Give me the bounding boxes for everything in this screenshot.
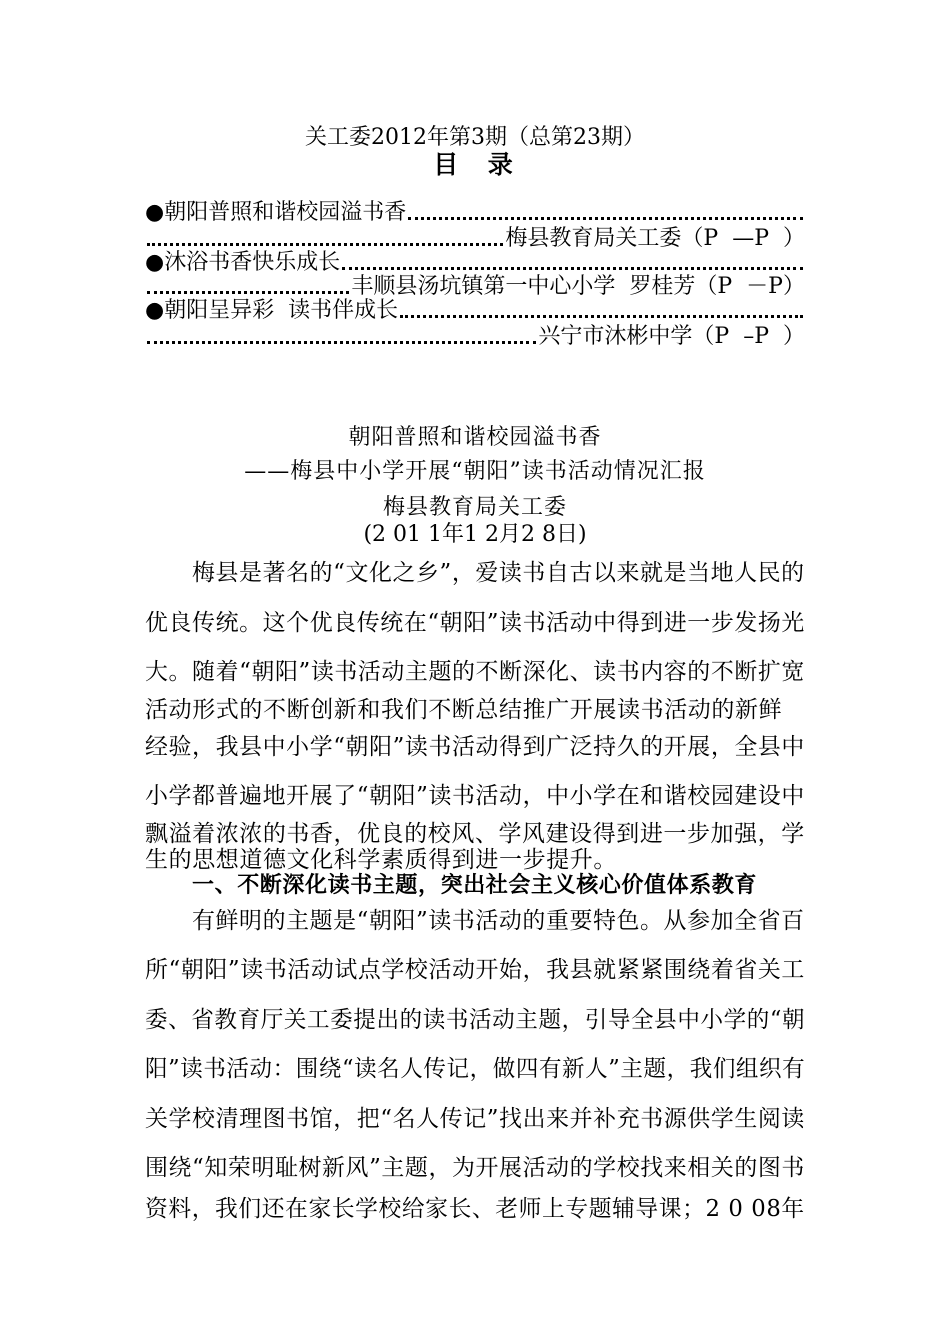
text-line: 飘溢着浓浓的书香，优良的校风、学风建设得到进一步加强，学 (145, 821, 805, 847)
text-line: 优良传统。这个优良传统在“朝阳”读书活动中得到进一步发扬光 (145, 610, 805, 636)
text-line: 所“朝阳”读书活动试点学校活动开始，我县就紧紧围绕着省关工 (145, 957, 805, 983)
toc-entry-source-text: 丰顺县汤坑镇第一中心小学 罗桂芳（P －P） (351, 274, 805, 299)
toc-entry-source-text: 兴宁市沐彬中学（P –P ） (538, 324, 805, 349)
text-line: 有鲜明的主题是“朝阳”读书活动的重要特色。从参加全省百 (192, 908, 805, 934)
text-line: 委、省教育厅关工委提出的读书活动主题，引导全县中小学的“朝 (145, 1007, 806, 1033)
toc-title: 目 录 (433, 150, 517, 179)
text-line: 阳”读书活动：围绕“读名人传记，做四有新人”主题，我们组织有 (145, 1056, 806, 1082)
section-heading: 一、不断深化读书主题，突出社会主义核心价值体系教育 (192, 872, 758, 898)
text-line: 梅县是著名的“文化之乡”，爱读书自古以来就是当地人民的 (192, 560, 805, 586)
toc-entry-title-text: ●朝阳普照和谐校园溢书香 (145, 200, 407, 225)
article-title: 朝阳普照和谐校园溢书香 (348, 425, 602, 450)
article-author: 梅县教育局关工委 (382, 495, 567, 520)
text-line: 生的思想道德文化科学素质得到进一步提升。 (145, 847, 617, 873)
dot-leader (408, 217, 803, 220)
dot-leader (147, 341, 536, 344)
toc-entry-source (145, 320, 805, 350)
article-subtitle: ——梅县中小学开展“朝阳”读书活动情况汇报 (244, 459, 706, 484)
toc-entry-source-text: 梅县教育局关工委（P —P ） (505, 226, 805, 251)
toc-entry-title-text: ●沐浴书香快乐成长 (145, 250, 341, 275)
issue-line: 关工委2012年第3期（总第23期） (305, 125, 645, 150)
text-line: 大。随着“朝阳”读书活动主题的不断深化、读书内容的不断扩宽 (145, 659, 805, 685)
text-line: 围绕“知荣明耻树新风”主题，为开展活动的学校找来相关的图书 (145, 1155, 805, 1181)
text-line: 经验，我县中小学“朝阳”读书活动得到广泛持久的开展，全县中 (145, 734, 805, 760)
text-line: 关学校清理图书馆，把“名人传记”找出来并补充书源供学生阅读 (145, 1106, 805, 1132)
toc-entry-title-text: ●朝阳呈异彩 读书伴成长 (145, 298, 399, 323)
article-date: (2 01 1年1 2月2 8日) (363, 522, 587, 547)
text-line: 小学都普遍地开展了“朝阳”读书活动，中小学在和谐校园建设中 (145, 783, 805, 809)
text-line: 活动形式的不断创新和我们不断总结推广开展读书活动的新鲜 (145, 697, 783, 723)
dot-leader (400, 315, 803, 318)
text-line: 资料，我们还在家长学校给家长、老师上专题辅导课；2 0 08年 (145, 1196, 805, 1222)
